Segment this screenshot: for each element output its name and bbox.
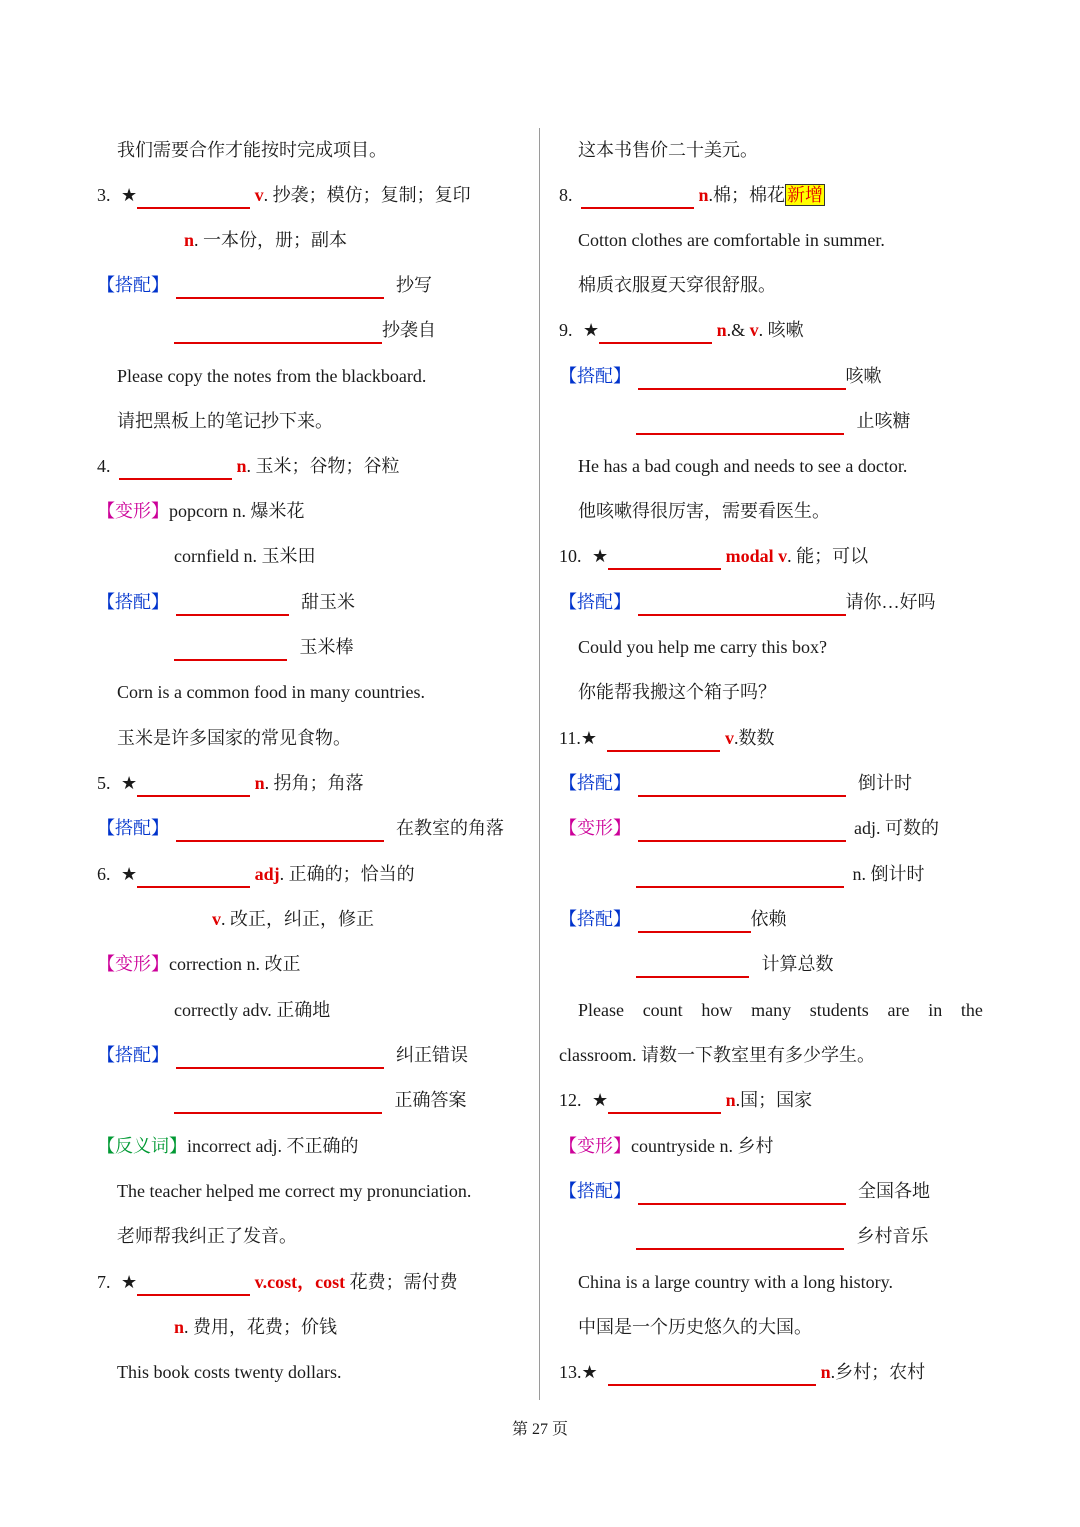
form-row xyxy=(97,489,304,534)
collocation-meaning: 正确答案 xyxy=(394,1090,467,1110)
answer-blank[interactable] xyxy=(607,720,720,752)
definition: 正确的；恰当的 xyxy=(288,864,415,884)
pos-label: v xyxy=(724,728,734,748)
answer-blank[interactable] xyxy=(137,1264,250,1296)
form-tag: 【变形】 xyxy=(559,818,631,838)
pos-joiner: .& xyxy=(726,320,750,340)
form-text: n. 倒计时 xyxy=(852,864,925,884)
answer-blank[interactable] xyxy=(176,810,384,842)
entry-number: 8. xyxy=(559,185,573,205)
star-icon: ★ xyxy=(592,1090,609,1110)
collocation-tag: 【搭配】 xyxy=(97,1045,169,1065)
definition: 改正，纠正，修正 xyxy=(230,909,374,929)
collocation-row xyxy=(636,1214,929,1259)
definition: 费用，花费；价钱 xyxy=(193,1317,338,1337)
entry-number: 4. xyxy=(97,456,111,476)
example-zh: 棉质衣服夏天穿很舒服。 xyxy=(578,275,776,295)
collocation-row xyxy=(559,580,936,625)
collocation-tag: 【搭配】 xyxy=(97,592,169,612)
example-en: Cotton clothes are comfortable in summer. xyxy=(578,230,885,250)
answer-blank[interactable] xyxy=(581,177,694,209)
word: students xyxy=(809,1000,869,1020)
form-text: countryside n. 乡村 xyxy=(631,1136,774,1156)
answer-blank[interactable] xyxy=(174,312,382,344)
collocation-row xyxy=(174,625,354,670)
definition: 能；可以 xyxy=(796,546,869,566)
answer-blank[interactable] xyxy=(608,538,721,570)
answer-blank[interactable] xyxy=(176,584,289,616)
answer-blank[interactable] xyxy=(137,177,250,209)
entry-number: 6. xyxy=(97,864,111,884)
answer-blank[interactable] xyxy=(638,901,751,933)
form-row xyxy=(636,852,925,897)
example-zh: 请把黑板上的笔记抄下来。 xyxy=(117,411,333,431)
word: many xyxy=(751,1000,792,1020)
example-en: Could you help me carry this box? xyxy=(578,637,827,657)
entry-7-def2: n. 费用，花费；价钱 xyxy=(174,1317,338,1337)
star-icon: ★ xyxy=(583,320,600,340)
pos-label: n xyxy=(236,456,247,476)
collocation-tag: 【搭配】 xyxy=(559,366,631,386)
pos-label: n xyxy=(174,1317,185,1337)
star-icon: ★ xyxy=(580,728,597,748)
collocation-meaning: 甜玉米 xyxy=(301,592,355,612)
star-icon: ★ xyxy=(121,1272,138,1292)
form-text: correction n. 改正 xyxy=(169,954,301,974)
answer-blank[interactable] xyxy=(636,403,844,435)
entry-number: 7. xyxy=(97,1272,111,1292)
example-zh: 他咳嗽得很厉害，需要看医生。 xyxy=(578,501,830,521)
form-text: popcorn n. 爆米花 xyxy=(169,501,305,521)
answer-blank[interactable] xyxy=(636,856,844,888)
entry-4: 4. n. 玉米；谷物；谷粒 xyxy=(97,444,400,489)
answer-blank[interactable] xyxy=(638,765,846,797)
entry-7 xyxy=(97,1260,458,1305)
definition: 花费；需付费 xyxy=(349,1272,458,1292)
entry-3: 3. ★ v. 抄袭；模仿；复制；复印 xyxy=(97,173,471,218)
entry-number: 9. xyxy=(559,320,573,340)
example-en: Corn is a common food in many countries. xyxy=(117,682,425,702)
example-zh: 你能帮我搬这个箱子吗？ xyxy=(578,682,776,702)
pos-label: n xyxy=(184,230,195,250)
sentence-zh: 我们需要合作才能按时完成项目。 xyxy=(117,140,387,160)
collocation-meaning: 抄袭自 xyxy=(382,320,436,340)
pos-label: n xyxy=(725,1090,736,1110)
answer-blank[interactable] xyxy=(608,1354,816,1386)
collocation-row xyxy=(97,580,355,625)
example-en-justified xyxy=(578,988,983,1033)
definition: 抄袭；模仿；复制；复印 xyxy=(272,185,471,205)
word: in xyxy=(928,1000,943,1020)
definition: 拐角；角落 xyxy=(273,773,364,793)
entry-number: 5. xyxy=(97,773,111,793)
collocation-row xyxy=(636,942,834,987)
example-zh: 这本书售价二十美元。 xyxy=(578,140,758,160)
star-icon: ★ xyxy=(121,864,138,884)
star-icon: ★ xyxy=(581,1362,598,1382)
pos-label: n xyxy=(254,773,265,793)
collocation-tag: 【搭配】 xyxy=(97,818,169,838)
example-en: This book costs twenty dollars. xyxy=(117,1362,342,1382)
pos-label: n xyxy=(716,320,727,340)
form-row xyxy=(97,942,300,987)
star-icon: ★ xyxy=(121,185,138,205)
definition: .国；国家 xyxy=(735,1090,813,1110)
collocation-row xyxy=(174,308,436,353)
form-text: cornfield n. 玉米田 xyxy=(174,546,316,566)
definition: 咳嗽 xyxy=(767,320,804,340)
word: are xyxy=(887,1000,910,1020)
antonym-text: incorrect adj. 不正确的 xyxy=(187,1136,359,1156)
pos-label: adj xyxy=(254,864,280,884)
entry-6-def2: v. 改正，纠正，修正 xyxy=(212,909,374,929)
entry-10: 10. ★ modal v. 能；可以 xyxy=(559,534,868,579)
new-badge: 新增 xyxy=(787,185,824,205)
collocation-tag: 【搭配】 xyxy=(97,275,169,295)
example-en: China is a large country with a long history. xyxy=(578,1272,893,1292)
collocation-meaning: 纠正错误 xyxy=(396,1045,468,1065)
answer-blank[interactable] xyxy=(599,312,712,344)
entry-13 xyxy=(559,1350,925,1395)
pos-label: n xyxy=(820,1362,831,1382)
entry-number: 13. xyxy=(559,1362,582,1382)
example-zh: 中国是一个历史悠久的大国。 xyxy=(578,1317,812,1337)
answer-blank[interactable] xyxy=(137,856,250,888)
answer-blank[interactable] xyxy=(176,267,384,299)
word: Please xyxy=(578,1000,624,1020)
collocation-row xyxy=(97,806,504,851)
answer-blank[interactable] xyxy=(636,946,749,978)
entry-11 xyxy=(559,716,774,761)
column-divider xyxy=(539,128,540,1400)
answer-blank[interactable] xyxy=(638,358,846,390)
entry-12 xyxy=(559,1078,812,1123)
example-en: The teacher helped me correct my pronunciation. xyxy=(117,1181,472,1201)
answer-blank[interactable] xyxy=(636,1218,844,1250)
answer-blank[interactable] xyxy=(638,584,846,616)
collocation-meaning: 计算总数 xyxy=(761,954,834,974)
example-en: He has a bad cough and needs to see a doctor. xyxy=(578,456,908,476)
star-icon: ★ xyxy=(592,546,609,566)
collocation-row xyxy=(97,263,432,308)
form-row xyxy=(559,806,939,851)
pos-label: v xyxy=(254,185,264,205)
definition: 一本份，册；副本 xyxy=(203,230,348,250)
collocation-meaning: 在教室的角落 xyxy=(396,818,504,838)
collocation-row xyxy=(174,1078,467,1123)
entry-8: 8. n.棉；棉花 新增 xyxy=(559,173,825,218)
answer-blank[interactable] xyxy=(174,1082,382,1114)
entry-9: 9. ★ n.& v. 咳嗽 xyxy=(559,308,804,353)
collocation-meaning: 止咳糖 xyxy=(856,411,911,431)
entry-number: 12. xyxy=(559,1090,582,1110)
collocation-row xyxy=(559,897,787,942)
definition: 棉；棉花 xyxy=(713,185,786,205)
collocation-meaning: 依赖 xyxy=(750,909,787,929)
example-zh: 玉米是许多国家的常见食物。 xyxy=(117,728,351,748)
definition: .数数 xyxy=(733,728,775,748)
collocation-meaning: 抄写 xyxy=(396,275,432,295)
word: the xyxy=(960,1000,983,1020)
collocation-tag: 【搭配】 xyxy=(559,592,631,612)
answer-blank[interactable] xyxy=(608,1082,721,1114)
form-tag: 【变形】 xyxy=(559,1136,631,1156)
collocation-meaning: 请你…好吗 xyxy=(845,592,936,612)
collocation-row xyxy=(559,761,912,806)
entry-6: 6. ★ adj. 正确的；恰当的 xyxy=(97,852,415,897)
entry-number: 3. xyxy=(97,185,111,205)
collocation-tag: 【搭配】 xyxy=(559,1181,631,1201)
star-icon: ★ xyxy=(121,773,138,793)
answer-blank[interactable] xyxy=(174,629,287,661)
word: count xyxy=(642,1000,683,1020)
collocation-meaning: 玉米棒 xyxy=(299,637,354,657)
form-row xyxy=(559,1124,773,1169)
page-number: 第 27 页 xyxy=(511,1421,568,1438)
entry-3-def2: n. 一本份，册；副本 xyxy=(184,230,348,250)
collocation-row xyxy=(559,354,882,399)
collocation-tag: 【搭配】 xyxy=(559,909,631,929)
word: how xyxy=(701,1000,733,1020)
answer-blank[interactable] xyxy=(119,448,232,480)
collocation-meaning: 倒计时 xyxy=(858,773,912,793)
pos-label: n xyxy=(698,185,709,205)
definition: 玉米；谷物；谷粒 xyxy=(255,456,400,476)
entry-number: 10. xyxy=(559,546,582,566)
answer-blank[interactable] xyxy=(638,810,846,842)
collocation-tag: 【搭配】 xyxy=(559,773,631,793)
example-zh: 老师帮我纠正了发音。 xyxy=(117,1226,297,1246)
answer-blank[interactable] xyxy=(137,765,250,797)
antonym-row xyxy=(97,1124,358,1169)
entry-number: 11. xyxy=(559,728,581,748)
collocation-meaning: 乡村音乐 xyxy=(856,1226,929,1246)
collocation-meaning: 全国各地 xyxy=(858,1181,930,1201)
answer-blank[interactable] xyxy=(638,1173,846,1205)
entry-5: 5. ★ n. 拐角；角落 xyxy=(97,761,364,806)
pos-label: modal v xyxy=(725,546,788,566)
example-continued: classroom. 请数一下教室里有多少学生。 xyxy=(559,1045,875,1065)
collocation-row xyxy=(559,1169,930,1214)
answer-blank[interactable] xyxy=(176,1037,384,1069)
pos-label: v.cost，cost xyxy=(254,1272,346,1292)
pos-label: v xyxy=(749,320,759,340)
form-tag: 【变形】 xyxy=(97,501,169,521)
collocation-row xyxy=(97,1033,468,1078)
form-text: correctly adv. 正确地 xyxy=(174,1000,331,1020)
collocation-meaning: 咳嗽 xyxy=(845,366,882,386)
form-tag: 【变形】 xyxy=(97,954,169,974)
definition: .乡村；农村 xyxy=(830,1362,926,1382)
pos-label: v xyxy=(212,909,221,929)
form-text: adj. 可数的 xyxy=(854,818,939,838)
collocation-row xyxy=(636,399,911,444)
antonym-tag: 【反义词】 xyxy=(97,1136,187,1156)
example-en: Please copy the notes from the blackboard. xyxy=(117,366,427,386)
